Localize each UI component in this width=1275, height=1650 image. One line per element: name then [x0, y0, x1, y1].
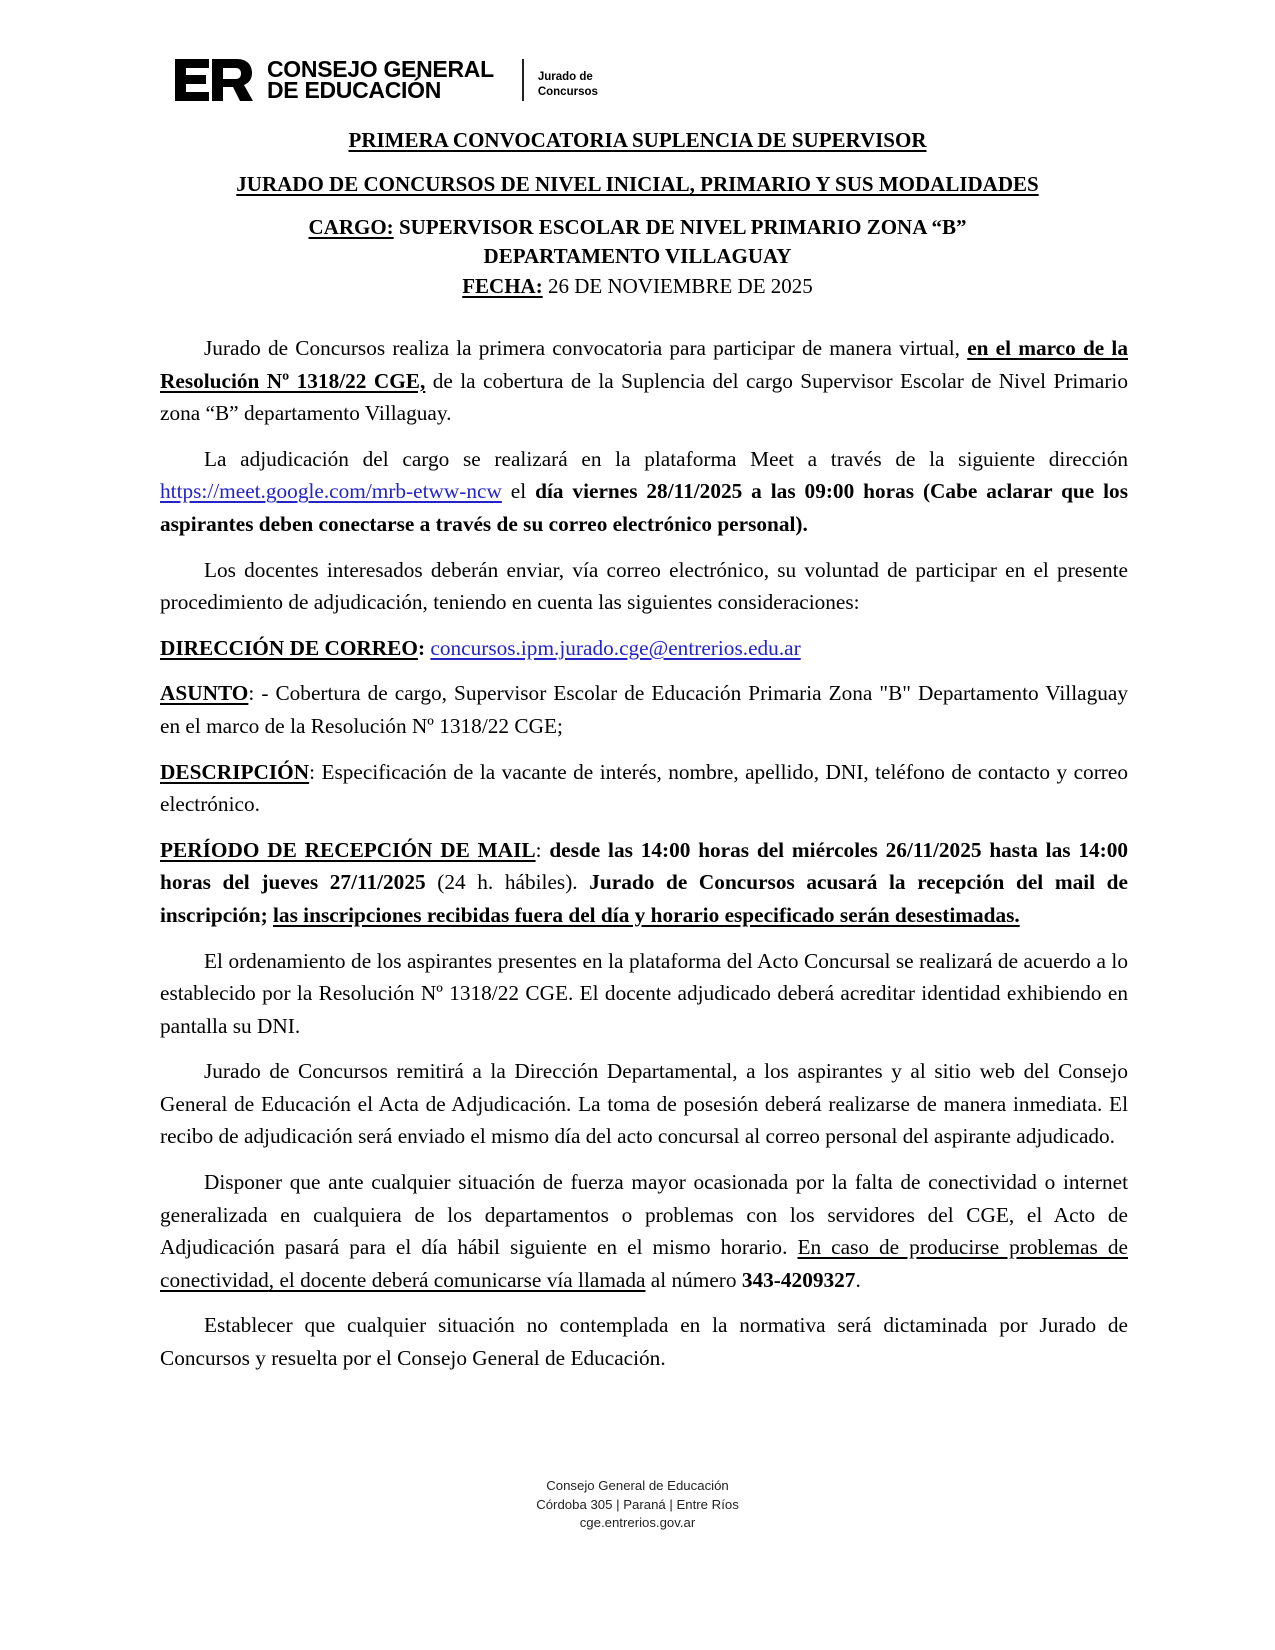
footer-address: Córdoba 305 | Paraná | Entre Ríos — [536, 1496, 739, 1512]
establecer-text: Establecer que cualquier situación no contemplada en la normativa será dictaminada por Jurado de Concursos y resuelta por el Consejo General de Educación. — [160, 1313, 1128, 1371]
page-footer — [0, 1477, 1275, 1533]
logo-divider — [522, 59, 524, 101]
title-convocatoria-text: PRIMERA CONVOCATORIA SUPLENCIA DE SUPERVISOR — [348, 128, 927, 152]
cargo-label: CARGO: — [308, 215, 394, 239]
document-body — [160, 332, 1128, 1375]
asunto-paragraph — [160, 677, 1128, 742]
p1-text-a: Jurado de Concursos realiza la primera convocatoria para participar de manera virtual, — [204, 336, 968, 360]
org-subunit-line1: Jurado de — [537, 71, 593, 83]
phone-number: 343-4209327 — [741, 1267, 856, 1292]
footer-org: Consejo General de Educación — [546, 1478, 729, 1493]
paragraph-remitira — [160, 1055, 1128, 1153]
periodo-colon: : — [535, 837, 550, 862]
departamento-text: DEPARTAMENTO VILLAGUAY — [483, 244, 792, 268]
org-name — [267, 56, 494, 103]
org-subunit-line2: Concursos — [537, 86, 598, 98]
paragraph-interesados — [160, 554, 1128, 619]
correo-label: DIRECCIÓN DE CORREO — [160, 635, 418, 660]
paragraph-establecer — [160, 1309, 1128, 1374]
periodo-acuse: Jurado de Concursos acusará la recepción del mail de inscripción; — [160, 870, 1128, 927]
header-logo — [175, 57, 598, 103]
fecha-line — [0, 273, 1275, 299]
paragraph-ordenamiento — [160, 945, 1128, 1043]
p2-text-a: La adjudicación del cargo se realizará en la plataforma Meet a través de la siguiente dirección — [204, 446, 1128, 471]
departamento-line — [0, 243, 1275, 269]
title-convocatoria — [0, 127, 1275, 153]
cargo-line — [0, 214, 1275, 240]
title-jurado — [0, 171, 1275, 197]
org-subunit — [538, 70, 598, 100]
descripcion-text: : Especificación de la vacante de interés, nombre, apellido, DNI, teléfono de contacto y correo electrónico. — [160, 759, 1128, 817]
paragraph-disponer — [160, 1166, 1128, 1296]
org-name-line2: DE EDUCACIÓN — [267, 77, 442, 103]
periodo-horas: (24 h. hábiles). — [425, 870, 590, 895]
correo-line — [160, 632, 1128, 665]
periodo-advertencia: las inscripciones recibidas fuera del día y horario especificado serán desestimadas. — [273, 902, 1020, 927]
cargo-value: SUPERVISOR ESCOLAR DE NIVEL PRIMARIO ZONA “B” — [393, 215, 967, 239]
email-link[interactable]: concursos.ipm.jurado.cge@entrerios.edu.ar — [430, 635, 801, 660]
p2-fecha-hora: día viernes 28/11/2025 a las 09:00 horas (Cabe aclarar que los aspirantes deben conectarse a través de su correo electrónico personal). — [160, 479, 1128, 536]
orden-text: El ordenamiento de los aspirantes presentes en la plataforma del Acto Concursal se realizará de acuerdo a lo establecido por la Resolución Nº 1318/22 CGE. El docente adjudicado deberá acreditar identidad exhibiendo en pantalla su DNI. — [160, 948, 1128, 1038]
title-jurado-text: JURADO DE CONCURSOS DE NIVEL INICIAL, PRIMARIO Y SUS MODALIDADES — [236, 172, 1039, 196]
fecha-label: FECHA: — [462, 274, 543, 298]
paragraph-adjudicacion — [160, 443, 1128, 541]
org-name-line1: CONSEJO GENERAL — [267, 56, 494, 82]
fecha-value: 26 DE NOVIEMBRE DE 2025 — [542, 274, 813, 298]
periodo-label: PERÍODO DE RECEPCIÓN DE MAIL — [160, 837, 536, 862]
disponer-text-b: al número — [645, 1267, 742, 1292]
p1-text-c: de la cobertura de la Suplencia del cargo Supervisor Escolar de Nivel Primario zona “B” departamento Villaguay. — [160, 368, 1128, 426]
correo-colon: : — [417, 635, 426, 660]
descripcion-paragraph — [160, 756, 1128, 821]
remitira-text: Jurado de Concursos remitirá a la Dirección Departamental, a los aspirantes y al sitio web del Consejo General de Educación el Acta de Adjudicación. La toma de posesión deberá realizarse de manera inmediata. El recibo de adjudicación será enviado el mismo día del acto concursal al correo personal del aspirante adjudicado. — [160, 1059, 1128, 1149]
asunto-text: : - Cobertura de cargo, Supervisor Escolar de Educación Primaria Zona "B" Departamento Villaguay en el marco de la Resolución Nº 1318/22 CGE; — [160, 681, 1128, 738]
descripcion-label: DESCRIPCIÓN — [160, 759, 310, 784]
asunto-label: ASUNTO — [160, 681, 249, 706]
periodo-paragraph — [160, 834, 1128, 932]
disponer-text-a: Disponer que ante cualquier situación de fuerza mayor ocasionada por la falta de conectividad o internet generalizada en cualquiera de los departamentos o problemas con los servidores del CGE, el Acto de Adjudicación pasará para el día hábil siguiente en el mismo horario. — [160, 1170, 1128, 1260]
footer-website: cge.entrerios.gov.ar — [579, 1515, 696, 1530]
p3-text: Los docentes interesados deberán enviar, vía correo electrónico, su voluntad de participar en el presente procedimiento de adjudicación, teniendo en cuenta las siguientes consideraciones: — [160, 557, 1128, 615]
p2-text-b: el — [501, 479, 536, 504]
meet-link[interactable]: https://meet.google.com/mrb-etww-ncw — [160, 479, 502, 504]
er-logo-mark-icon — [175, 59, 253, 101]
disponer-conectividad: En caso de producirse problemas de conectividad, el docente deberá comunicarse vía llamada — [160, 1235, 1128, 1292]
paragraph-convocatoria — [160, 332, 1128, 430]
periodo-rango: desde las 14:00 horas del miércoles 26/11/2025 hasta las 14:00 horas del jueves 27/11/2025 — [160, 837, 1129, 895]
p1-resolucion: en el marco de la Resolución Nº 1318/22 CGE, — [160, 336, 1128, 393]
disponer-end: . — [855, 1267, 861, 1292]
